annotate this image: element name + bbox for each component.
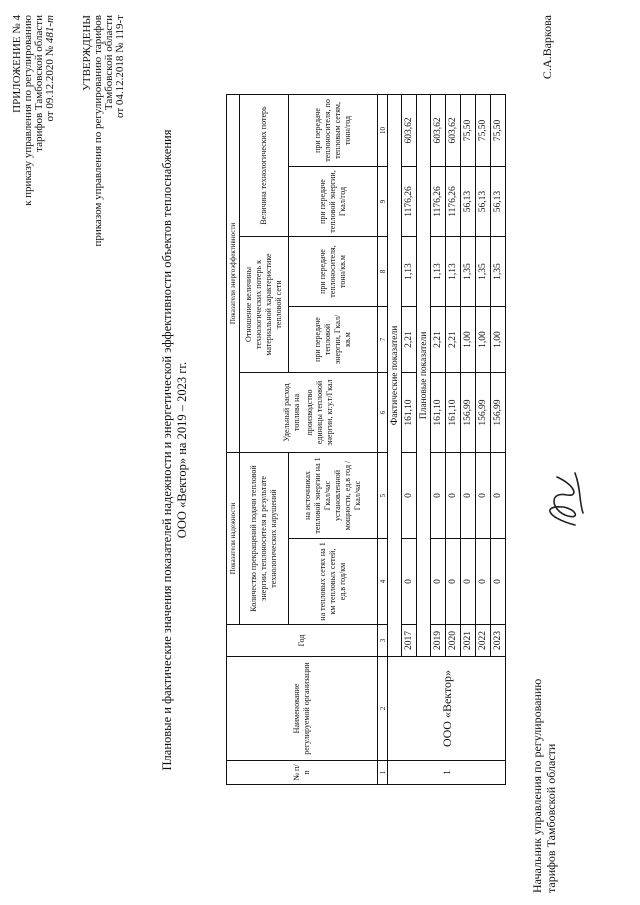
value-cell: 56,13: [491, 167, 506, 237]
value-cell: 161,10: [402, 373, 417, 453]
value-cell: 1,35: [491, 237, 506, 307]
title-line: Плановые и фактические значения показателей надежности и энергетической эффективности объектов теплоснабжения: [160, 129, 174, 771]
year-cell: 2022: [476, 625, 491, 657]
value-cell: 1,00: [476, 307, 491, 373]
value-cell: 1,13: [446, 237, 461, 307]
handwritten-signature: [535, 465, 590, 535]
outages-header: Количество прекращений подачи тепловой энергии, теплоносителя в результате технологических нарушений: [240, 453, 289, 625]
value-cell: 75,50: [491, 94, 506, 166]
organization-name: ООО «Вектор»: [388, 657, 506, 761]
value-cell: 0: [491, 539, 506, 625]
value-cell: 0: [461, 539, 476, 625]
col8-header: при передаче теплоносителя, тонн/кв.м: [289, 237, 378, 307]
reliability-group-header: Показатели надежности: [227, 453, 240, 625]
column-number: 8: [378, 237, 388, 307]
value-cell: 156,99: [491, 373, 506, 453]
ratio-header: Отношение величины технологических потерь к материальной характеристике тепловой сети: [240, 237, 289, 373]
col9-header: при передаче тепловой энергии, Гкал/год: [289, 167, 378, 237]
indicators-table: [226, 94, 506, 785]
value-cell: 1176,26: [402, 167, 417, 237]
value-cell: 1,13: [431, 237, 446, 307]
value-cell: 1,00: [461, 307, 476, 373]
col4-header: на тепловых сетях на 1 км тепловых сетей, ед.в год/км: [289, 539, 378, 625]
column-number: 7: [378, 307, 388, 373]
value-cell: 75,50: [476, 94, 491, 166]
col6-label: производство единицы тепловой энергии, кг.у.т/Гкал: [305, 379, 334, 446]
table-row: [388, 94, 402, 784]
col5-header: на источниках тепловой энергии на 1 Гкал/час установленной мощности, ед.в год /Гкал/час: [289, 453, 378, 539]
value-cell: 161,10: [431, 373, 446, 453]
appendix-header: [12, 15, 56, 345]
value-cell: 0: [431, 539, 446, 625]
value-cell: 56,13: [476, 167, 491, 237]
col-year-header: Год: [227, 625, 378, 657]
column-number: 9: [378, 167, 388, 237]
value-cell: 2,21: [431, 307, 446, 373]
approved-line: приказом управления по регулированию тарифов: [92, 15, 104, 247]
value-cell: 1,00: [491, 307, 506, 373]
value-cell: 156,99: [476, 373, 491, 453]
approved-line: Тамбовской области: [103, 15, 115, 111]
value-cell: 603,62: [402, 94, 417, 166]
value-cell: 603,62: [431, 94, 446, 166]
value-cell: 0: [476, 539, 491, 625]
appendix-line: тарифов Тамбовской области: [33, 15, 45, 152]
appendix-title: ПРИЛОЖЕНИЕ № 4: [11, 15, 23, 113]
position-line: тарифов Тамбовской области: [544, 743, 558, 893]
signer-position: [530, 573, 558, 893]
column-number: 4: [378, 539, 388, 625]
column-number: 6: [378, 373, 388, 453]
approval-header: [82, 15, 126, 345]
value-cell: 0: [431, 453, 446, 539]
approved-line: от 04.12.2018 № 119-т: [114, 15, 126, 118]
signer-name: С.А.Варкова: [540, 15, 554, 80]
column-number: 5: [378, 453, 388, 539]
column-number: 2: [378, 657, 388, 761]
position-line: Начальник управления по регулированию: [530, 678, 544, 893]
year-cell: 2019: [431, 625, 446, 657]
value-cell: 0: [491, 453, 506, 539]
value-cell: 0: [446, 539, 461, 625]
approved-title: УТВЕРЖДЕНЫ: [81, 15, 93, 91]
efficiency-group-header: Показатели энергоэффективности: [227, 94, 240, 452]
year-cell: 2017: [402, 625, 417, 657]
value-cell: 0: [446, 453, 461, 539]
col-org-header: Наименование регулируемой организации: [227, 657, 378, 761]
year-cell: 2021: [461, 625, 476, 657]
appendix-date: от 09.12.2020 №: [44, 45, 56, 122]
specific-fuel-header: [240, 373, 378, 453]
col7-header: при передаче тепловой энергии, Гкал/кв.м: [289, 307, 378, 373]
column-number: 10: [378, 94, 388, 166]
col10-header: при передаче теплоносителя, по тепловым сетям, тонн/год: [289, 94, 378, 166]
value-cell: 0: [476, 453, 491, 539]
value-cell: 1,35: [461, 237, 476, 307]
value-cell: 161,10: [446, 373, 461, 453]
appendix-line: к приказу управления по регулированию: [22, 15, 34, 206]
col-num-header: № п/п: [227, 761, 378, 785]
value-cell: 1176,26: [431, 167, 446, 237]
value-cell: 0: [402, 453, 417, 539]
losses-header: Величина технологических потерь: [240, 94, 289, 236]
table-header-row: [227, 94, 240, 784]
year-cell: 2023: [491, 625, 506, 657]
value-cell: 0: [461, 453, 476, 539]
document-title: [160, 35, 190, 865]
value-cell: 1,35: [476, 237, 491, 307]
value-cell: 1176,26: [446, 167, 461, 237]
value-cell: 603,62: [446, 94, 461, 166]
title-line: ООО «Вектор» на 2019 – 2023 гг.: [175, 361, 189, 539]
value-cell: 56,13: [461, 167, 476, 237]
value-cell: 0: [402, 539, 417, 625]
handwritten-number: 481-т: [44, 15, 56, 44]
column-number-row: [378, 94, 388, 784]
appendix-line: [45, 15, 56, 345]
column-number: 3: [378, 625, 388, 657]
planned-section-label: Плановые показатели: [417, 94, 431, 656]
column-number: 1: [378, 761, 388, 785]
value-cell: 2,21: [446, 307, 461, 373]
value-cell: 156,99: [461, 373, 476, 453]
actual-section-label: Фактические показатели: [388, 94, 402, 656]
year-cell: 2020: [446, 625, 461, 657]
value-cell: 2,21: [402, 307, 417, 373]
value-cell: 1,13: [402, 237, 417, 307]
specific-fuel-label: Удельный расход топлива на: [282, 383, 301, 442]
row-number: 1: [388, 761, 506, 785]
value-cell: 75,50: [461, 94, 476, 166]
